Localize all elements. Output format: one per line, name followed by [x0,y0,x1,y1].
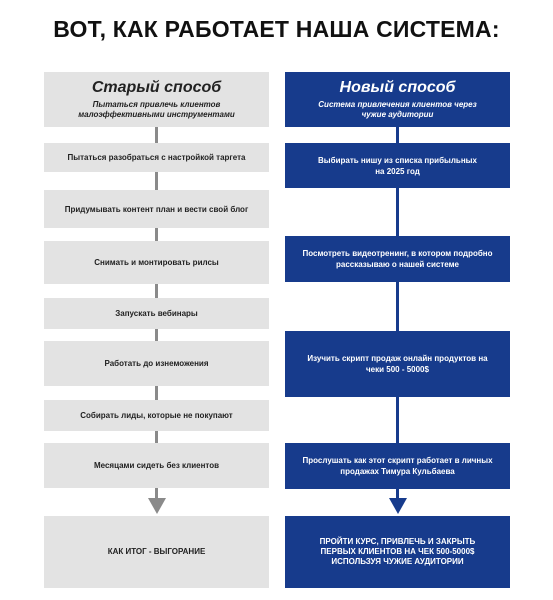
old-way-step-label: Снимать и монтировать рилсы [94,258,219,267]
new-way-result [285,516,510,588]
new-way-step-label: Выбирать нишу из списка прибыльных на 2025 год [318,155,477,176]
old-way-step-label: Собирать лиды, которые не покупают [80,411,233,420]
old-way-result-label: КАК ИТОГ - ВЫГОРАНИЕ [107,547,206,556]
new-way-header [285,72,510,127]
new-way-subtitle: Система привлечения клиентов через чужие аудитории [318,100,477,119]
old-way-result [44,516,269,588]
new-way-step-label: Изучить скрипт продаж онлайн продуктов на чеки 500 - 5000$ [307,354,488,374]
old-way-step-label: Запускать вебинары [115,309,198,318]
old-way-step-label: Месяцами сидеть без клиентов [93,461,220,470]
new-way-step-label: Прослушать как этот скрипт работает в личных продажах Тимура Кульбаева [302,456,493,476]
new-way-arrow-icon [389,498,407,514]
old-way-subtitle: Пытаться привлечь клиентов малоэффективными инструментами [78,100,235,119]
new-way-result-label: ПРОЙТИ КУРС, ПРИВЛЕЧЬ И ЗАКРЫТЬ ПЕРВЫХ КЛИЕНТОВ НА ЧЕК 500-5000$ ИСПОЛЬЗУЯ ЧУЖИЕ АУДИТОРИИ [319,537,476,566]
old-way-step [44,443,269,488]
old-way-title: Старый способ [91,79,222,96]
old-way-step-label: Пытаться разобраться с настройкой таргета [67,153,246,162]
old-way-step [44,298,269,329]
old-way-header [44,72,269,127]
new-way-step [285,143,510,188]
old-way-step [44,241,269,284]
page-title: ВОТ, КАК РАБОТАЕТ НАША СИСТЕМА: [53,16,500,42]
old-way-step [44,400,269,431]
old-way-arrow-icon [148,498,166,514]
old-way-step [44,341,269,386]
new-way-title: Новый способ [339,79,456,96]
old-way-step-label: Придумывать контент план и вести свой блог [64,204,249,214]
new-way-step [285,236,510,282]
old-way-step [44,190,269,228]
new-way-step-label: Посмотреть видеотренинг, в котором подробно рассказываю о нашей системе [302,249,493,269]
old-way-step [44,143,269,172]
new-way-step [285,331,510,397]
new-way-step [285,443,510,489]
old-way-step-label: Работать до изнеможения [104,359,209,368]
